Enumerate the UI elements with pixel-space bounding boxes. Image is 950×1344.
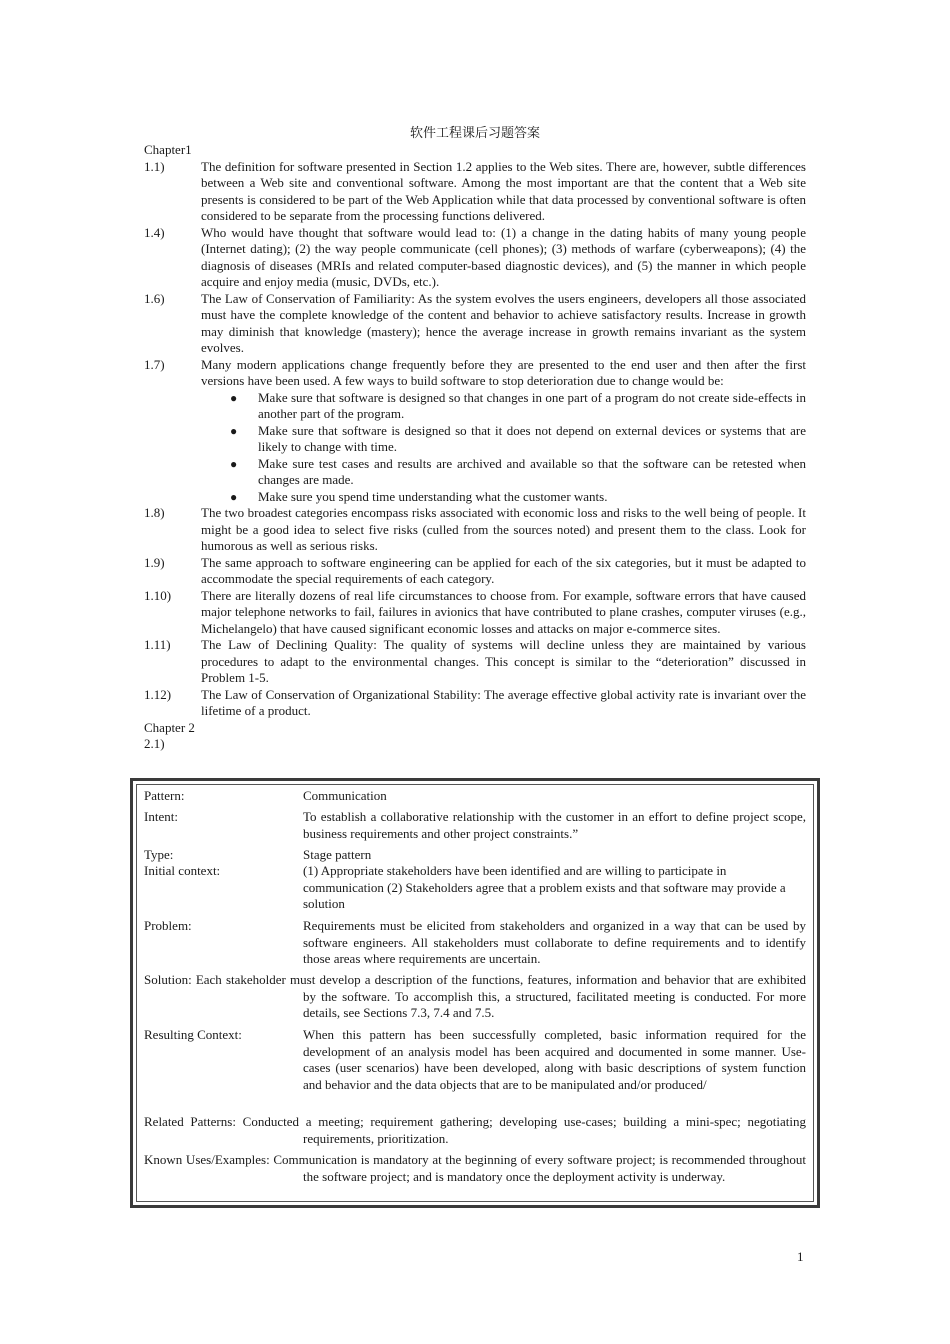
chapter1-section [144,142,806,753]
answer-item [144,637,806,687]
pattern-row-type [144,847,806,864]
chapter2-heading: Chapter 2 [144,719,195,735]
answer-text: The Law of Declining Quality: The quality of systems will decline unless they are maintained by various procedures to adapt to the environmental changes. This concept is similar to the “deterioration” discussed in Problem 1-5. [201,637,806,685]
initial-context-label: Initial context: [144,863,221,878]
pattern-row-known-uses: Known Uses/Examples: Communication is mandatory at the beginning of every software project; is recommended throughout the software project; and is mandatory once the deployment activity is underway. [144,1152,806,1184]
answer-item [144,588,806,638]
pattern-row-pattern [144,788,806,805]
answer-text: The definition for software presented in Section 1.2 applies to the Web sites. There are, however, subtle differences between a Web site and conventional software. Among the most important are that the content that a Web site presents is considered to be part of the Web Application while that data processed by conventional software is often considered to be separate from the processing functions delivered. [201,158,806,223]
bullet-text: Make sure that software is designed so that it does not depend on external devices or systems that are likely to change with time. [258,422,806,454]
answer-item [144,555,806,588]
answer-number: 1.6) [144,290,165,306]
bullet-icon: ● [230,390,238,405]
bullet-text: Make sure test cases and results are archived and available so that the software can be retested when changes are made. [258,455,806,487]
initial-context-value: (1) Appropriate stakeholders have been identified and are willing to participate in communication (2) Stakeholders agree that a problem exists and that software may provide a solution [303,863,786,911]
problem-value: Requirements must be elicited from stakeholders and organized in a way that can be used by software engineers. All stakeholders must collaborate to define requirements and to identify those areas where requirements are uncertain. [303,918,806,966]
answer-item [144,225,806,291]
answer-number: 1.12) [144,686,172,702]
document-title: 软件工程课后习题答案 [409,125,540,140]
pattern-value: Communication [303,788,387,803]
pattern-row-resulting-context [144,1027,806,1093]
pattern-row-intent [144,809,806,842]
page-number: 1 [797,1249,804,1264]
answer-text: There are literally dozens of real life circumstances to choose from. For example, software errors that have caused major telephone networks to fail, failures in avionics that have contributed to plane crashes, computer viruses (e.g., Michelangelo) that have caused significant economic losses and attacks on major e-commerce sites. [201,587,806,636]
type-label: Type: [144,847,174,862]
answer-item [144,357,806,390]
answer-text: The Law of Conservation of Familiarity: As the system evolves the users engineers, developers all those associated must have the complete knowledge of the content and behavior to achieve satisfactory results. Increase in growth may diminish that knowledge (mastery); hence the average increase in growth remains invariant as the system evolves. [201,290,806,355]
bullet-icon: ● [230,456,238,471]
bullet-list [144,390,806,506]
answer-text: Who would have thought that software would lead to: (1) a change in the dating habits of many young people (Internet dating); (2) the way people communicate (cell phones); (3) methods of warfare (cyberweapons); (4) the diagnosis of diseases (MRIs and related computer-based diagnostic devices), and (5) the manner in which people acquire and enjoy media (music, DVDs, etc.). [201,224,806,289]
chapter2-item-number: 2.1) [144,736,165,751]
pattern-row-problem [144,918,806,968]
resulting-context-label: Resulting Context: [144,1027,242,1042]
answer-text: The Law of Conservation of Organizational Stability: The average effective global activity rate is invariant over the lifetime of a product. [201,686,806,718]
pattern-label: Pattern: [144,788,185,803]
pattern-row-initial-context [144,863,806,913]
type-value: Stage pattern [303,847,372,862]
list-item [201,423,806,456]
resulting-context-value: When this pattern has been successfully completed, basic information required for the development of an analysis model has been acquired and documented in some manner. Use-cases (user scenarios) have been developed, along with basic descriptions of system function and behavior and the data objects that are to be manipulated and/or produced/ [303,1027,806,1092]
bullet-text: Make sure that software is designed so that changes in one part of a program do not create side-effects in another part of the program. [258,389,806,421]
answer-number: 1.11) [144,637,171,652]
answer-text: The same approach to software engineering can be applied for each of the six categories, but it must be adapted to accommodate the special requirements of each category. [201,554,806,586]
answer-number: 1.1) [144,158,165,174]
bullet-icon: ● [230,423,238,438]
chapter1-heading: Chapter1 [144,142,192,157]
answer-number: 1.10) [144,587,172,603]
answer-number: 1.4) [144,224,165,240]
intent-value: To establish a collaborative relationship with the customer in an effort to define project scope, business requirements and other project constraints.” [303,809,806,841]
answer-text: The two broadest categories encompass risks associated with economic loss and risks to the well being of people. It might be a good idea to select five risks (culled from the sources noted) and present them to the class. Look for humorous as well as serious risks. [201,505,806,553]
list-item [201,390,806,423]
answer-number: 1.7) [144,356,165,372]
list-item [201,489,806,506]
answer-item [144,291,806,357]
answer-number: 1.8) [144,505,165,520]
answer-number: 1.9) [144,554,165,570]
pattern-row-solution: Solution: Each stakeholder must develop a description of the functions, features, information and behavior that are exhibited by the software. To accomplish this, a structured, facilitated meeting is conducted. For more details, see Sections 7.3, 7.4 and 7.5. [144,972,806,1020]
list-item [201,456,806,489]
answer-text: Many modern applications change frequently before they are presented to the end user and then after the first versions have been used. A few ways to build software to stop deterioration due to change would be: [201,356,806,388]
bullet-text: Make sure you spend time understanding what the customer wants. [258,488,608,504]
answer-item [144,505,806,555]
bullet-icon: ● [230,489,238,504]
problem-label: Problem: [144,918,192,933]
answer-item [144,159,806,225]
answer-item [144,687,806,720]
intent-label: Intent: [144,809,178,824]
pattern-row-related-patterns: Related Patterns: Conducted a meeting; requirement gathering; developing use-cases; building a mini-spec; negotiating requirements, prioritization. [144,1114,806,1146]
